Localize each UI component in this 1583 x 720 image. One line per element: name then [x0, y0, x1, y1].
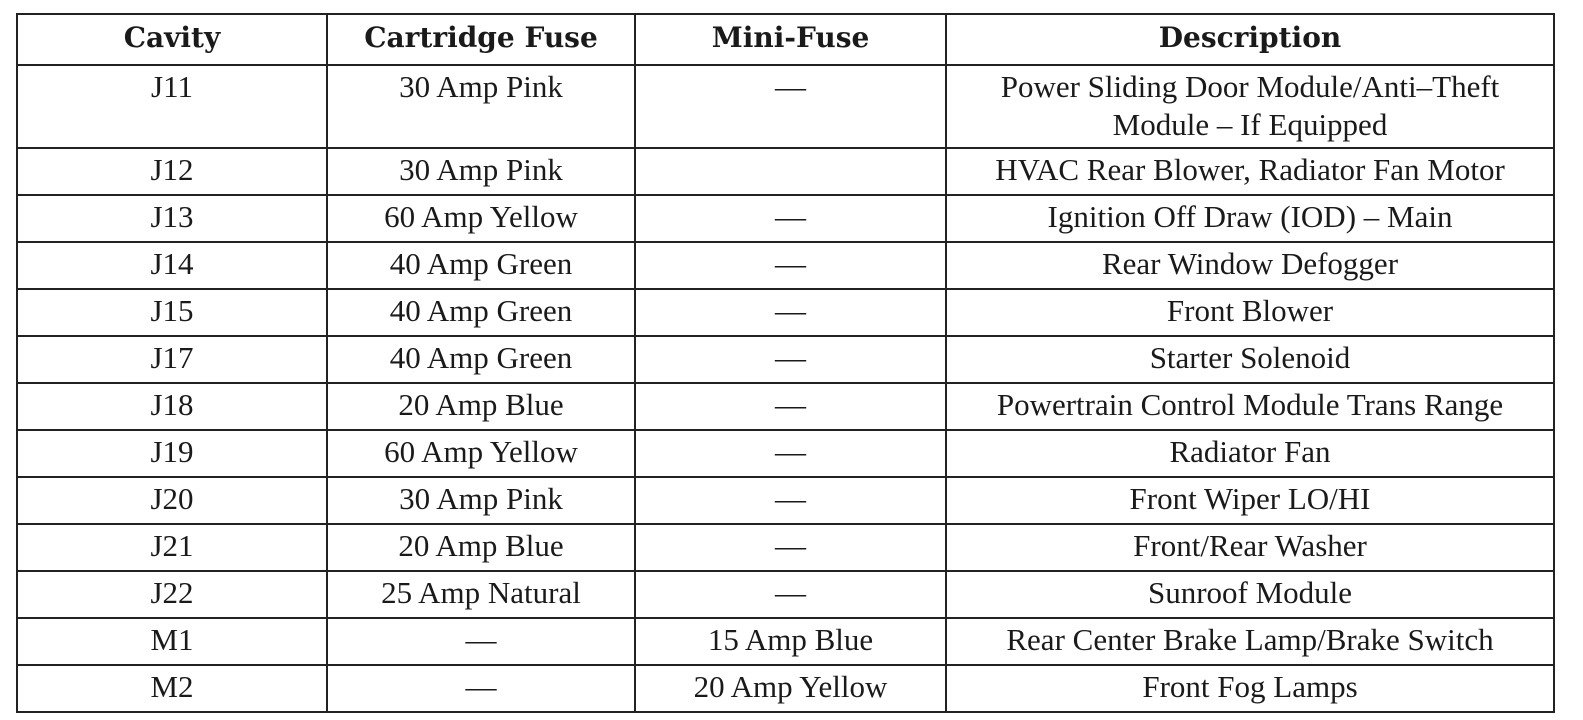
description-cell: Powertrain Control Module Trans Range — [946, 383, 1554, 430]
cavity-cell: J17 — [17, 336, 327, 383]
table-row — [17, 65, 1554, 148]
mini-fuse-cell: — — [635, 195, 946, 242]
cavity-cell: J18 — [17, 383, 327, 430]
cartridge-fuse-cell: — — [327, 618, 635, 665]
mini-fuse-cell: — — [635, 242, 946, 289]
header-cartridge-fuse: Cartridge Fuse — [327, 14, 635, 65]
description-cell: Sunroof Module — [946, 571, 1554, 618]
description-cell: Starter Solenoid — [946, 336, 1554, 383]
header-cavity: Cavity — [17, 14, 327, 65]
table-row — [17, 195, 1554, 242]
table-row — [17, 242, 1554, 289]
cavity-cell: J14 — [17, 242, 327, 289]
table-row — [17, 148, 1554, 195]
mini-fuse-cell: 15 Amp Blue — [635, 618, 946, 665]
cartridge-fuse-cell: 60 Amp Yellow — [327, 430, 635, 477]
table-row — [17, 336, 1554, 383]
mini-fuse-cell — [635, 148, 946, 195]
description-cell: HVAC Rear Blower, Radiator Fan Motor — [946, 148, 1554, 195]
table-row — [17, 289, 1554, 336]
table-row — [17, 383, 1554, 430]
mini-fuse-cell: — — [635, 289, 946, 336]
mini-fuse-cell: 20 Amp Yellow — [635, 665, 946, 712]
cavity-cell: M2 — [17, 665, 327, 712]
cartridge-fuse-cell: 20 Amp Blue — [327, 524, 635, 571]
description-cell: Front Wiper LO/HI — [946, 477, 1554, 524]
description-cell: Front Blower — [946, 289, 1554, 336]
mini-fuse-cell: — — [635, 383, 946, 430]
cavity-cell: M1 — [17, 618, 327, 665]
description-cell: Front Fog Lamps — [946, 665, 1554, 712]
cartridge-fuse-cell: 30 Amp Pink — [327, 477, 635, 524]
description-text: Power Sliding Door Module/Anti–Theft Module – If Equipped — [1000, 69, 1500, 142]
cavity-cell: J20 — [17, 477, 327, 524]
table-row — [17, 524, 1554, 571]
cartridge-fuse-cell: 30 Amp Pink — [327, 65, 635, 148]
header-row — [17, 14, 1554, 65]
cartridge-fuse-cell: 25 Amp Natural — [327, 571, 635, 618]
mini-fuse-cell: — — [635, 430, 946, 477]
table-row — [17, 618, 1554, 665]
cartridge-fuse-cell: 40 Amp Green — [327, 289, 635, 336]
cavity-cell: J11 — [17, 65, 327, 148]
cartridge-fuse-cell: 40 Amp Green — [327, 336, 635, 383]
table-body — [17, 65, 1554, 712]
cavity-cell: J19 — [17, 430, 327, 477]
mini-fuse-cell: — — [635, 524, 946, 571]
cartridge-fuse-cell: 60 Amp Yellow — [327, 195, 635, 242]
cartridge-fuse-cell: 20 Amp Blue — [327, 383, 635, 430]
table-row — [17, 571, 1554, 618]
mini-fuse-cell: — — [635, 571, 946, 618]
mini-fuse-cell: — — [635, 477, 946, 524]
cartridge-fuse-cell: — — [327, 665, 635, 712]
description-cell: Front/Rear Washer — [946, 524, 1554, 571]
table-header — [17, 14, 1554, 65]
table-row — [17, 477, 1554, 524]
table-row — [17, 430, 1554, 477]
fuse-table — [16, 13, 1555, 713]
cavity-cell: J13 — [17, 195, 327, 242]
description-cell: Ignition Off Draw (IOD) – Main — [946, 195, 1554, 242]
mini-fuse-cell: — — [635, 336, 946, 383]
header-mini-fuse: Mini-Fuse — [635, 14, 946, 65]
description-cell: Rear Center Brake Lamp/Brake Switch — [946, 618, 1554, 665]
header-description: Description — [946, 14, 1554, 65]
cavity-cell: J12 — [17, 148, 327, 195]
description-cell: Rear Window Defogger — [946, 242, 1554, 289]
cavity-cell: J15 — [17, 289, 327, 336]
table-row — [17, 665, 1554, 712]
cavity-cell: J22 — [17, 571, 327, 618]
cartridge-fuse-cell: 40 Amp Green — [327, 242, 635, 289]
cavity-cell: J21 — [17, 524, 327, 571]
cartridge-fuse-cell: 30 Amp Pink — [327, 148, 635, 195]
description-cell — [946, 65, 1554, 148]
mini-fuse-cell: — — [635, 65, 946, 148]
description-cell: Radiator Fan — [946, 430, 1554, 477]
